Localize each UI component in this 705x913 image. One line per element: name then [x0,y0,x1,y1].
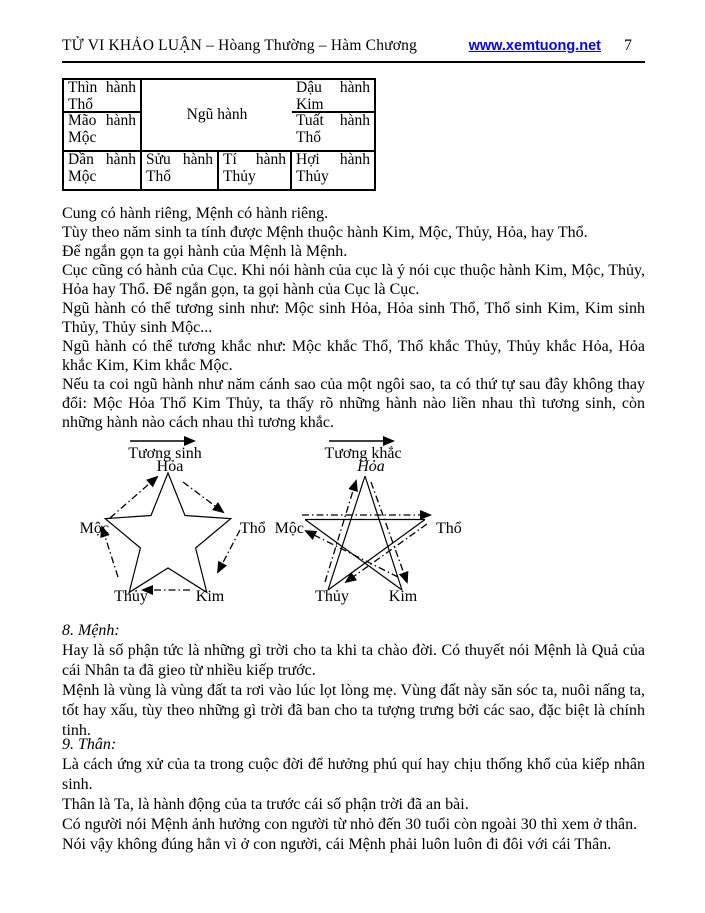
paragraph: Thân là Ta, là hành động của ta trước cái số phận trời đã an bài. [62,796,469,813]
sinh-label-kim: Kim [195,588,225,605]
section-heading: 9. Thân: [62,736,117,753]
table-cell-center: Ngũ hành [142,80,292,152]
sinh-arrow-moc-hoa-icon [110,477,157,518]
khac-arrow-thuy-hoa-icon [325,481,356,582]
page-number: 7 [624,37,632,54]
sinh-label-thuy: Thủy [114,588,148,605]
table-cell-suu: Sửu hành Thổ [142,152,219,189]
paragraph: Là cách ứng xử của ta trong cuộc đời để hưởng phú quí hay chịu thống khổ của kiếp nhân sinh. [62,756,645,793]
nguhanh-table [62,78,376,191]
khac-label-hoa: Hỏa [357,458,385,475]
paragraph: Có người nói Mệnh ảnh hưởng con người từ nhỏ đến 30 tuổi còn ngoài 30 thì xem ở thân. [62,816,638,833]
khac-label-kim: Kim [388,588,418,605]
khac-pentagram-outline [305,476,425,590]
paragraph: Mệnh là vùng là vùng đất ta rơi vào lúc lọt lòng mẹ. Vùng đất này săn sóc ta, nuôi nấng ta, tốt hay xấu, tùy theo những gì trời đã ban cho ta tượng trưng bởi các sao, đặc biệt là chính tinh. [62,682,645,739]
sinh-star-outline [105,473,231,592]
document-title: TỬ VI KHẢO LUẬN – Hòang Thường – Hàm Chương [62,37,418,54]
sinh-label-moc: Mộc [79,520,109,537]
section-menh [62,621,645,741]
paragraph: Hay là số phận tức là những gì trời cho ta khi ta chào đời. Có thuyết nói Mệnh là Quả của cái Nhân ta đã gieo từ nhiều kiếp trước. [62,642,645,679]
table-cell-thin: Thìn hành Thổ [64,80,142,113]
sinh-arrow-tho-kim-icon [218,530,240,572]
sinh-label-hoa: Hỏa [156,458,184,475]
khac-arrow-tho-thuy-icon [346,524,427,582]
paragraph: Nếu ta coi ngũ hành như năm cánh sao của một ngôi sao, ta có thứ tự sau đây không thay đổi: Mộc Hỏa Thổ Kim Thủy, ta thấy rõ những hành nào liền nhau thì tương sinh, còn những hành nào cách nhau thì tương khắc. [62,376,645,431]
paragraph: Để ngắn gọn ta gọi hành của Mệnh là Mệnh. [62,243,348,260]
header-rule [62,61,645,63]
body-text-block [62,204,645,432]
paragraph: Ngũ hành có thể tương khắc như: Mộc khắc Thổ, Thổ khắc Thủy, Thủy khắc Hỏa, Hỏa khắc Kim, Kim khắc Mộc. [62,338,645,374]
sinh-title: Tương sinh [128,445,202,462]
website-link[interactable]: www.xemtuong.net [468,38,601,54]
table-cell-ti: Tí hành Thủy [219,152,292,189]
table-cell-mao: Mão hành Mộc [64,113,142,152]
khac-label-moc: Mộc [274,520,304,537]
khac-arrow-hoa-kim-icon [371,482,407,582]
table-cell-dau: Dậu hành Kim [292,80,374,113]
paragraph: Cung có hành riêng, Mệnh có hành riêng. [62,205,329,222]
khac-diagram [275,441,462,605]
khac-label-tho: Thổ [436,520,462,537]
page-header [62,37,645,55]
five-elements-diagrams [62,435,512,610]
paragraph: Tùy theo năm sinh ta tính được Mệnh thuộc hành Kim, Mộc, Thủy, Hỏa, hay Thổ. [62,224,588,241]
khac-label-thuy: Thủy [315,588,349,605]
paragraph: Cục cũng có hành của Cục. Khi nói hành của cục là ý nói cục thuộc hành Kim, Mộc, Thủy, Hỏa hay Thổ. Để ngắn gọn, ta gọi hành của Cục là Cục. [62,262,645,298]
section-heading: 8. Mệnh: [62,622,120,639]
sinh-label-tho: Thổ [240,520,266,537]
paragraph: Nói vậy không đúng hẳn vì ở con người, cái Mệnh phải luôn luôn đi đôi với cái Thân. [62,836,612,853]
section-than [62,735,645,855]
sinh-diagram [80,441,266,605]
khac-title: Tương khắc [324,445,402,462]
table-cell-tuat: Tuất hành Thổ [292,113,374,152]
table-cell-dan: Dần hành Mộc [64,152,142,189]
sinh-arrow-hoa-tho-icon [183,482,223,512]
table-cell-hoi: Hợi hành Thủy [296,151,370,185]
paragraph: Ngũ hành có thể tương sinh như: Mộc sinh Hỏa, Hỏa sinh Thổ, Thổ sinh Kim, Kim sinh Thủy, Thủy sinh Mộc... [62,300,645,336]
